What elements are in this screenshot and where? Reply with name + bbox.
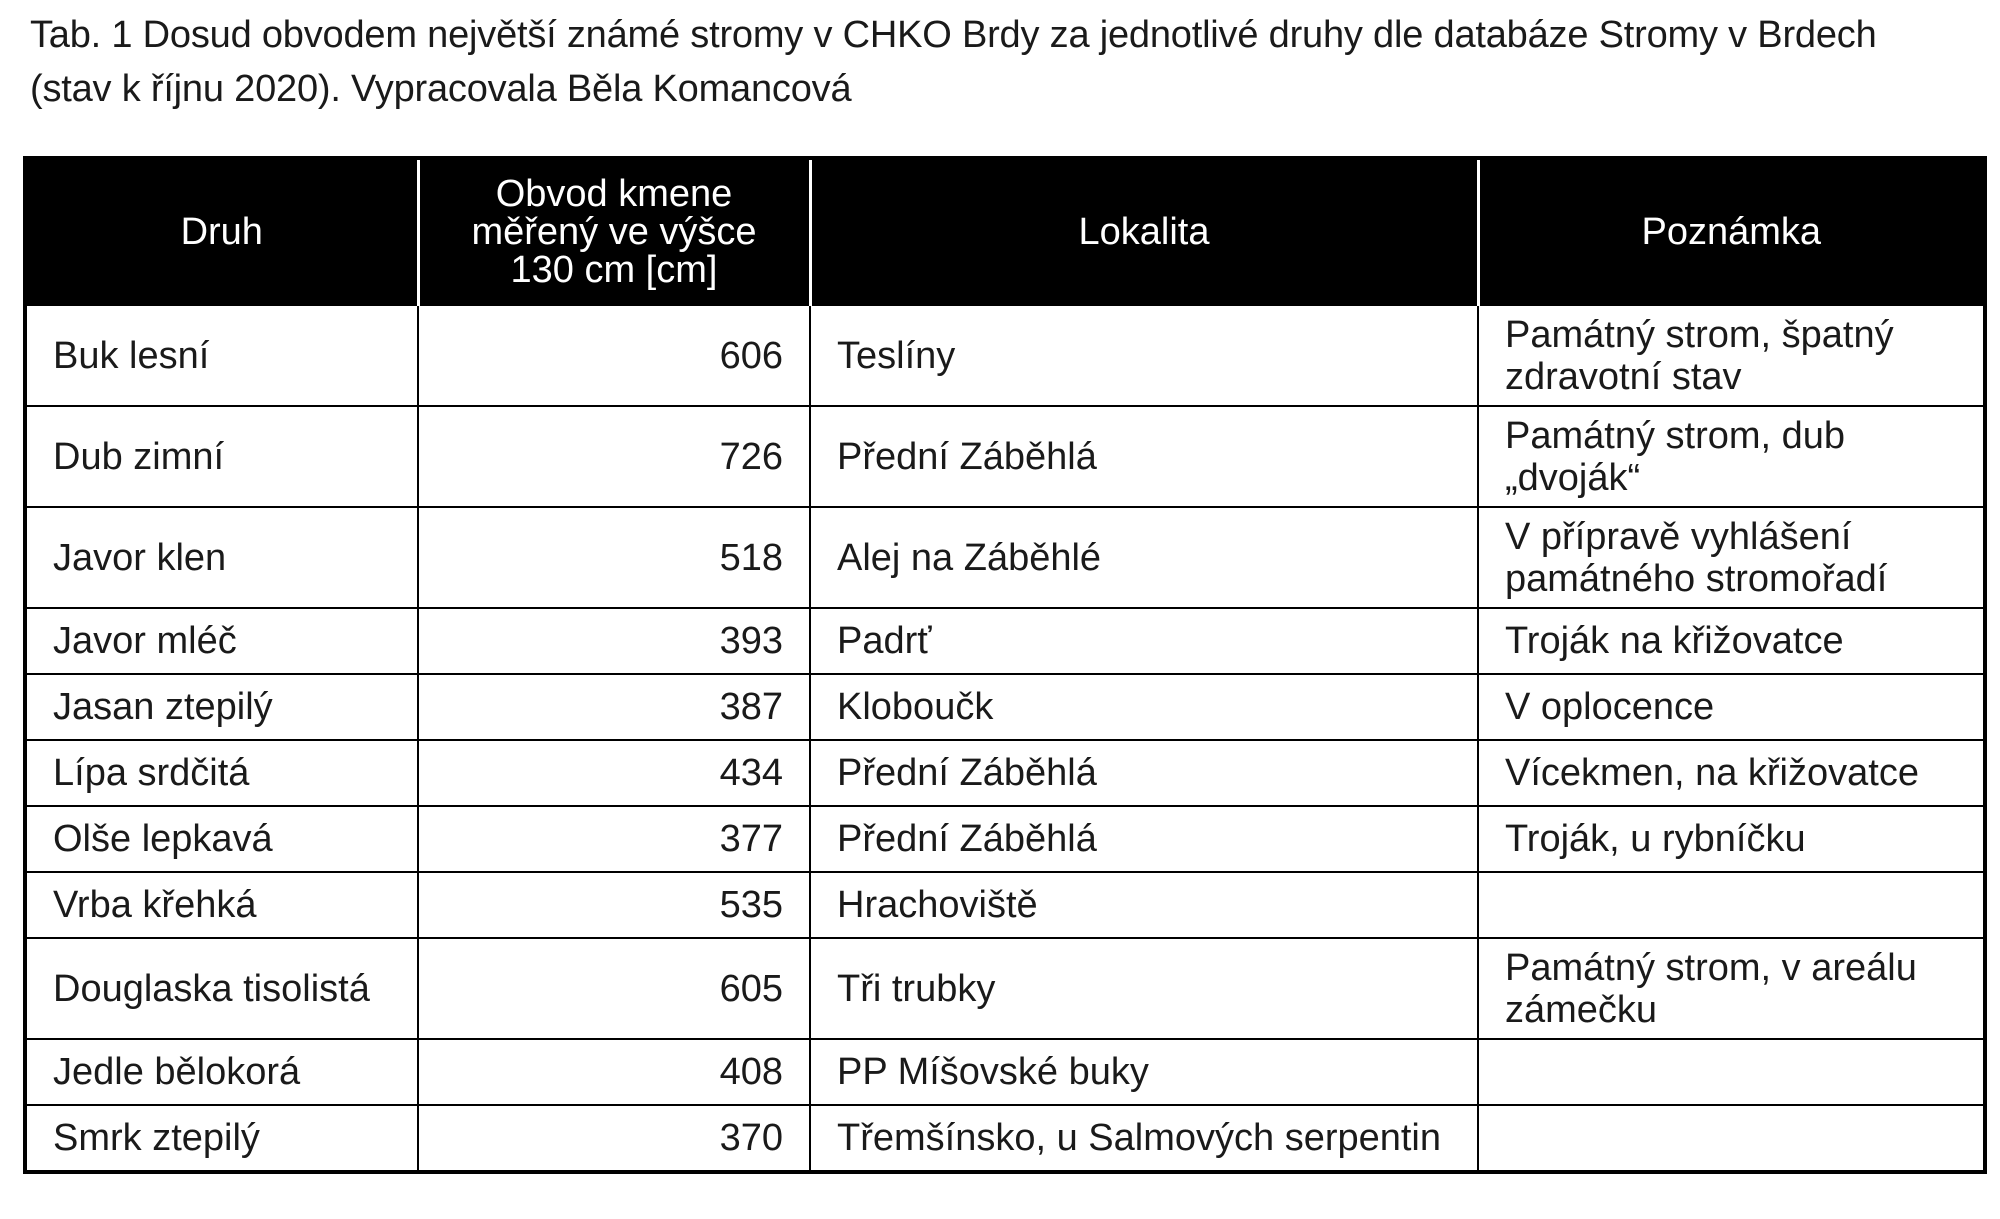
cell-obvod: 377 (418, 806, 810, 872)
cell-obvod: 387 (418, 674, 810, 740)
cell-poznamka (1478, 1039, 1985, 1105)
cell-poznamka: V oplocence (1478, 674, 1985, 740)
header-obvod (418, 158, 810, 305)
cell-poznamka: Troják na křižovatce (1478, 608, 1985, 674)
cell-poznamka (1478, 938, 1985, 1039)
cell-lokalita: Přední Záběhlá (810, 740, 1478, 806)
table-row (25, 406, 1985, 507)
poznamka-line-2: památného stromořadí (1505, 557, 1888, 600)
cell-obvod: 606 (418, 305, 810, 406)
header-druh: Druh (25, 158, 418, 305)
cell-druh: Lípa srdčitá (25, 740, 418, 806)
cell-obvod: 393 (418, 608, 810, 674)
cell-obvod: 434 (418, 740, 810, 806)
table-row (25, 674, 1985, 740)
poznamka-line-1: Památný strom, špatný (1505, 313, 1894, 356)
caption-line-1: Tab. 1 Dosud obvodem největší známé stromy v CHKO Brdy za jednotlivé druhy dle databáze Stromy v Brdech (30, 14, 1877, 56)
cell-poznamka (1478, 507, 1985, 608)
cell-druh: Javor klen (25, 507, 418, 608)
table-row (25, 740, 1985, 806)
cell-obvod: 726 (418, 406, 810, 507)
table-row (25, 507, 1985, 608)
poznamka-line-1: V přípravě vyhlášení (1505, 515, 1852, 558)
cell-druh: Smrk ztepilý (25, 1105, 418, 1172)
cell-poznamka: Troják, u rybníčku (1478, 806, 1985, 872)
header-lokalita: Lokalita (810, 158, 1478, 305)
cell-lokalita: Teslíny (810, 305, 1478, 406)
cell-obvod: 518 (418, 507, 810, 608)
table-row (25, 305, 1985, 406)
cell-lokalita: Alej na Záběhlé (810, 507, 1478, 608)
cell-druh: Douglaska tisolistá (25, 938, 418, 1039)
table-row (25, 938, 1985, 1039)
cell-lokalita: Padrť (810, 608, 1478, 674)
header-poznamka: Poznámka (1478, 158, 1985, 305)
largest-trees-table (23, 156, 1987, 1174)
cell-poznamka (1478, 406, 1985, 507)
cell-druh: Javor mléč (25, 608, 418, 674)
cell-lokalita: PP Míšovské buky (810, 1039, 1478, 1105)
poznamka-line-2: zámečku (1505, 988, 1658, 1031)
cell-obvod: 535 (418, 872, 810, 938)
poznamka-line-2: „dvoják“ (1505, 456, 1641, 499)
table-row (25, 806, 1985, 872)
cell-lokalita: Třemšínsko, u Salmových serpentin (810, 1105, 1478, 1172)
table-row (25, 872, 1985, 938)
cell-obvod: 605 (418, 938, 810, 1039)
cell-obvod: 370 (418, 1105, 810, 1172)
poznamka-line-1: Památný strom, dub (1505, 414, 1846, 457)
table-row (25, 1039, 1985, 1105)
cell-lokalita: Hrachoviště (810, 872, 1478, 938)
table-header-row (25, 158, 1985, 305)
cell-druh: Olše lepkavá (25, 806, 418, 872)
cell-druh: Vrba křehká (25, 872, 418, 938)
cell-druh: Dub zimní (25, 406, 418, 507)
table-row (25, 1105, 1985, 1172)
header-obvod-line-2: měřený ve výšce (471, 211, 757, 253)
poznamka-line-2: zdravotní stav (1505, 355, 1742, 398)
cell-poznamka (1478, 1105, 1985, 1172)
cell-poznamka: Vícekmen, na křižovatce (1478, 740, 1985, 806)
cell-lokalita: Kloboučk (810, 674, 1478, 740)
table-caption (30, 8, 1960, 116)
poznamka-line-1: Památný strom, v areálu (1505, 946, 1917, 989)
header-obvod-line-1: Obvod kmene (495, 173, 733, 215)
cell-poznamka (1478, 872, 1985, 938)
cell-lokalita: Tři trubky (810, 938, 1478, 1039)
header-obvod-line-3: 130 cm [cm] (510, 249, 718, 291)
caption-line-2: (stav k říjnu 2020). Vypracovala Běla Komancová (30, 68, 852, 110)
table-row (25, 608, 1985, 674)
cell-obvod: 408 (418, 1039, 810, 1105)
cell-druh: Jasan ztepilý (25, 674, 418, 740)
cell-druh: Jedle bělokorá (25, 1039, 418, 1105)
cell-lokalita: Přední Záběhlá (810, 406, 1478, 507)
cell-lokalita: Přední Záběhlá (810, 806, 1478, 872)
cell-druh: Buk lesní (25, 305, 418, 406)
cell-poznamka (1478, 305, 1985, 406)
